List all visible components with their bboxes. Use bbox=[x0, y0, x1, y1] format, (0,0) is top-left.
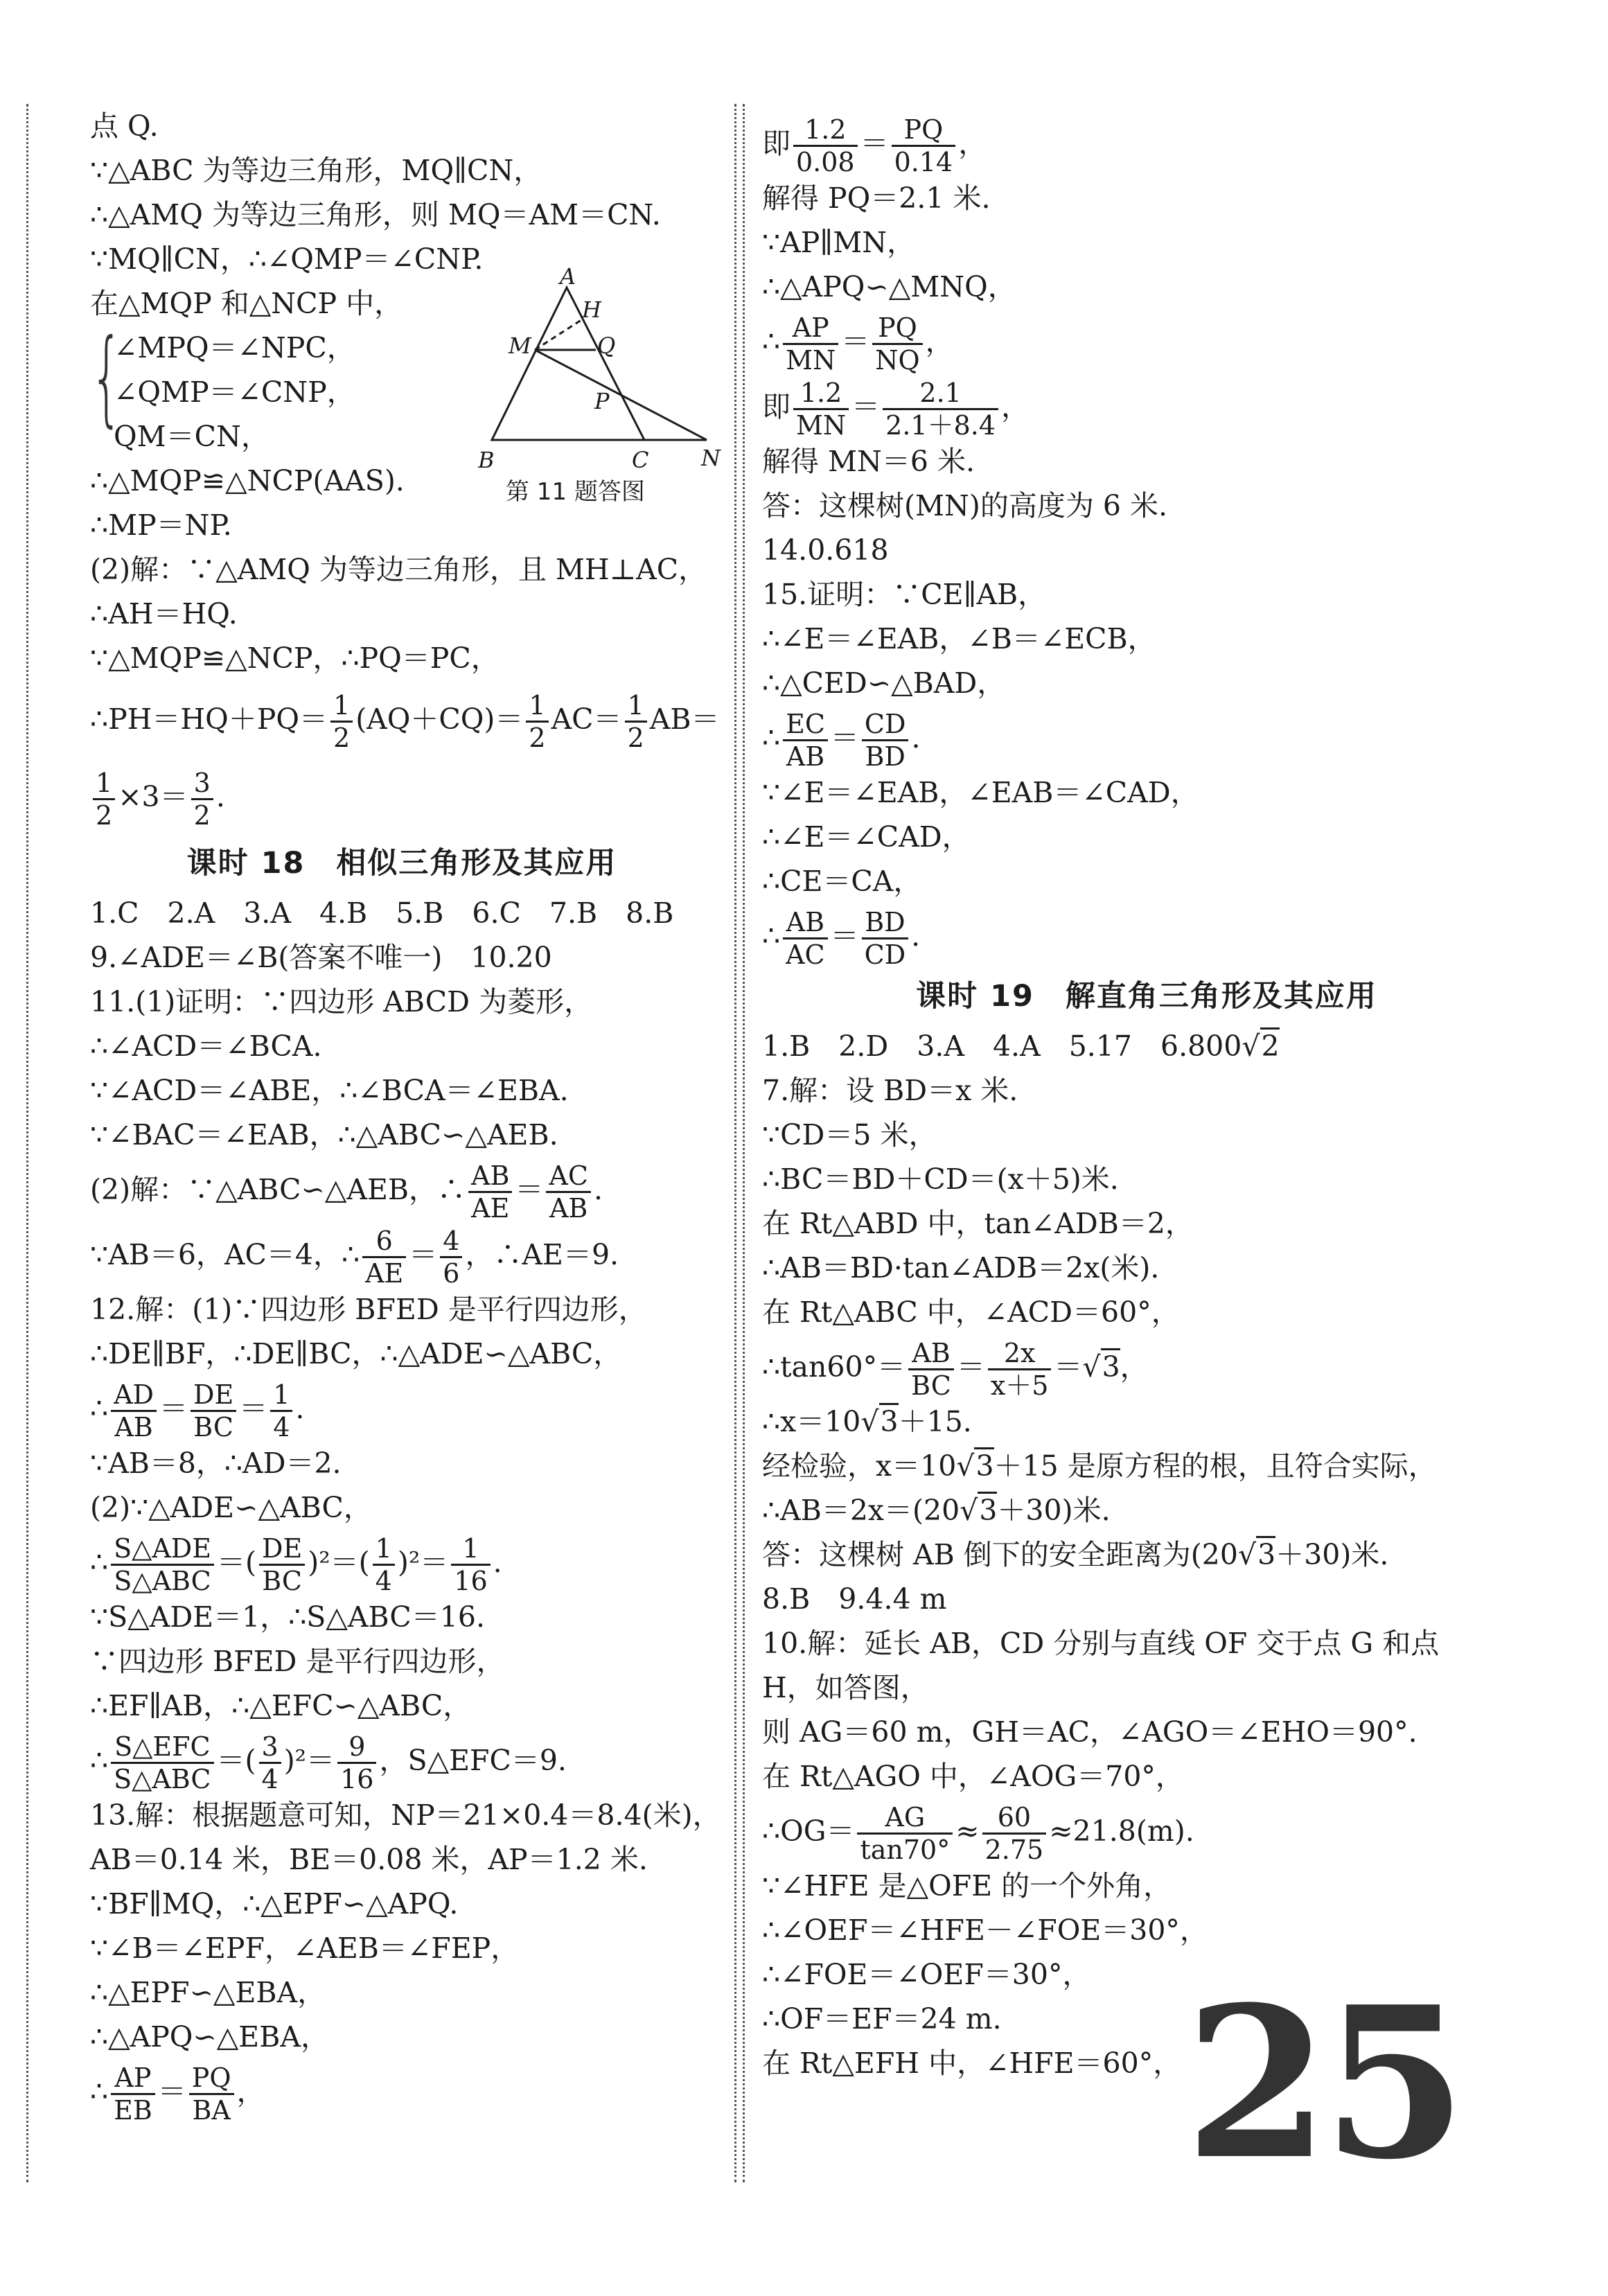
text-line: ∵AP∥MN， bbox=[762, 226, 916, 259]
fraction bbox=[451, 1533, 490, 1596]
text: ＋30)米. bbox=[997, 1494, 1111, 1527]
text-line: ∵∠B＝∠EPF，∠AEB＝∠FEP， bbox=[90, 1932, 520, 1965]
figure-caption: 第 11 题答图 bbox=[506, 478, 645, 506]
fraction bbox=[362, 1226, 406, 1289]
text-line: ∵∠ACD＝∠ABE，∴∠BCA＝∠EBA. bbox=[90, 1074, 569, 1107]
numerator: S△ADE bbox=[111, 1533, 214, 1566]
denominator: 2.1＋8.4 bbox=[885, 410, 996, 441]
text-line: (2)∵△ADE∽△ABC， bbox=[90, 1491, 372, 1524]
text-line: ∵∠BAC＝∠EAB，∴△ABC∽△AEB. bbox=[90, 1118, 558, 1151]
denominator: NQ bbox=[875, 345, 920, 376]
fraction bbox=[892, 114, 956, 177]
text-line: 在 Rt△AGO 中，∠AOG＝70°， bbox=[762, 1760, 1184, 1793]
numerator: 4 bbox=[440, 1226, 462, 1258]
numerator: 2.1 bbox=[883, 378, 998, 410]
radicand: 3 bbox=[1101, 1348, 1120, 1384]
fraction bbox=[783, 907, 828, 970]
math-line: ∴x＝10√3＋15. bbox=[762, 1399, 1531, 1444]
text: ∴x＝10 bbox=[762, 1405, 861, 1438]
math-line: ∴ $\frac{\text{S△EFC}}{\text{S△ABC}}$ ＝( $\frac{3}{4}$ )²＝ $\frac{9}{16}$ ，S△EFC＝9. bbox=[90, 1731, 567, 1794]
numerator: 1 bbox=[625, 690, 647, 723]
math-line: 即 $\frac{1.2}{MN}$ ＝ $\frac{2.1}{2.1+8.4}$ ， bbox=[762, 378, 1030, 441]
fraction bbox=[988, 1338, 1052, 1401]
section-heading: 课时 19 解直角三角形及其应用 bbox=[916, 979, 1377, 1014]
text-line: 在 Rt△ABD 中，tan∠ADB＝2， bbox=[762, 1207, 1194, 1240]
fraction bbox=[526, 690, 548, 753]
numerator: 1 bbox=[451, 1533, 490, 1566]
text-line: ∵四边形 BFED 是平行四边形， bbox=[90, 1645, 505, 1678]
text-line: ∴OF＝EF＝24 m. bbox=[762, 2002, 1002, 2036]
denominator: 4 bbox=[273, 1412, 290, 1442]
denominator: CD bbox=[864, 939, 906, 970]
text: ，∴AE＝9. bbox=[465, 1238, 619, 1271]
line-mn bbox=[535, 350, 707, 440]
numerator: AC bbox=[546, 1160, 591, 1193]
numerator: AB bbox=[468, 1160, 512, 1193]
radicand: 3 bbox=[879, 1403, 899, 1438]
fraction bbox=[189, 2063, 234, 2126]
fraction bbox=[793, 114, 858, 177]
text-line: (2)解：∵△AMQ 为等边三角形，且 MH⊥AC， bbox=[90, 553, 707, 586]
text-line: ∴∠OEF＝∠HFE－∠FOE＝30°， bbox=[762, 1914, 1208, 1947]
text-line: ∴∠FOE＝∠OEF＝30°， bbox=[762, 1958, 1091, 1991]
fraction bbox=[111, 2063, 155, 2126]
math-line bbox=[90, 680, 720, 758]
numerator: 3 bbox=[191, 768, 213, 800]
denominator: AB bbox=[549, 1193, 588, 1224]
denominator: BD bbox=[865, 741, 905, 772]
text-line: ∴MP＝NP. bbox=[90, 509, 232, 542]
text: 即 bbox=[762, 127, 790, 160]
fraction bbox=[625, 690, 647, 753]
denominator: 4 bbox=[375, 1566, 392, 1596]
text-line: ∵△ABC 为等边三角形，MQ∥CN， bbox=[90, 154, 542, 187]
numerator: PQ bbox=[872, 312, 922, 345]
numerator: 1 bbox=[270, 1379, 292, 1412]
denominator: tan70° bbox=[860, 1835, 951, 1865]
numerator: AG bbox=[857, 1802, 953, 1835]
text-line: ∵MQ∥CN，∴∠QMP＝∠CNP. bbox=[90, 242, 484, 276]
text-line: ∴EF∥AB，∴△EFC∽△ABC， bbox=[90, 1689, 472, 1722]
denominator: MN bbox=[786, 345, 836, 376]
numerator: AD bbox=[111, 1379, 157, 1412]
triangle-diagram bbox=[478, 263, 727, 499]
text-line: 10.解：延长 AB，CD 分别与直线 OF 交于点 G 和点 bbox=[762, 1627, 1440, 1660]
math-line: 即 $\frac{1.2}{0.08}$ ＝ $\frac{PQ}{0.14}$ ， bbox=[762, 114, 987, 177]
text-line: ∵AB＝8，∴AD＝2. bbox=[90, 1447, 342, 1480]
text: ∴AB＝2x＝(20 bbox=[762, 1494, 960, 1527]
fraction bbox=[862, 709, 909, 772]
text: ，S△EFC＝9. bbox=[379, 1744, 567, 1777]
denominator: S△ABC bbox=[114, 1764, 211, 1794]
text-line: ∵∠HFE 是△OFE 的一个外角， bbox=[762, 1869, 1172, 1902]
numerator: DE bbox=[259, 1533, 305, 1566]
label-q: Q bbox=[597, 333, 616, 359]
fraction bbox=[111, 1533, 214, 1596]
text: 答：这棵树 AB 倒下的安全距离为(20 bbox=[762, 1538, 1238, 1571]
text-line: 15.证明：∵CE∥AB， bbox=[762, 578, 1047, 611]
math-line: ∴ $\frac{AP}{MN}$ ＝ $\frac{PQ}{NQ}$ ， bbox=[762, 312, 954, 376]
numerator: AP bbox=[111, 2063, 155, 2095]
denominator: 2 bbox=[96, 800, 113, 831]
fraction bbox=[468, 1160, 512, 1224]
denominator: S△ABC bbox=[114, 1566, 211, 1596]
text-line: ∴△MQP≌△NCP(AAS). bbox=[90, 464, 405, 497]
numerator: 3 bbox=[259, 1731, 281, 1764]
denominator: 2 bbox=[333, 723, 351, 753]
denominator: 2 bbox=[193, 800, 211, 831]
math-line: ∴ $\frac{AB}{AC}$ ＝ $\frac{BD}{CD}$ . bbox=[762, 907, 921, 970]
math-line: ∴ $\frac{\text{S△ADE}}{\text{S△ABC}}$ ＝( $\frac{DE}{BC}$ )²＝( $\frac{1}{4}$ )²＝ $\frac{1}{16}$ . bbox=[90, 1533, 502, 1596]
text: ＋15. bbox=[898, 1405, 972, 1438]
right-column bbox=[762, 111, 1531, 2085]
text-line: 在 Rt△ABC 中，∠ACD＝60°， bbox=[762, 1296, 1180, 1329]
label-a: A bbox=[560, 263, 576, 290]
numerator: 2x bbox=[988, 1338, 1052, 1370]
text: (AQ＋CQ)＝ bbox=[355, 703, 524, 736]
numerator: 1 bbox=[526, 690, 548, 723]
math-line: ∴ $\frac{AD}{AB}$ ＝ $\frac{DE}{BC}$ ＝ $\frac{1}{4}$ . bbox=[90, 1379, 305, 1442]
text-line: ∴AH＝HQ. bbox=[90, 597, 238, 630]
denominator: BA bbox=[192, 2095, 231, 2126]
numerator: AP bbox=[783, 312, 838, 345]
denominator: 4 bbox=[261, 1764, 279, 1794]
text-line: 12.解：(1)∵四边形 BFED 是平行四边形， bbox=[90, 1293, 647, 1326]
section-heading: 课时 18 相似三角形及其应用 bbox=[186, 846, 617, 881]
numerator: 1.2 bbox=[793, 378, 849, 410]
numerator: PQ bbox=[189, 2063, 234, 2095]
numerator: PQ bbox=[892, 114, 956, 147]
label-b: B bbox=[478, 447, 495, 473]
text-line: H，如答图， bbox=[762, 1671, 929, 1704]
text-line: ∴CE＝CA， bbox=[762, 865, 922, 898]
denominator: BC bbox=[911, 1370, 951, 1401]
math-line bbox=[90, 758, 714, 836]
label-n: N bbox=[701, 445, 721, 471]
answer-line: 8.B 9.4.4 m bbox=[762, 1582, 947, 1616]
numerator: 1 bbox=[93, 768, 115, 800]
fraction bbox=[337, 1731, 376, 1794]
fraction bbox=[373, 1533, 395, 1596]
denominator: 2 bbox=[627, 723, 644, 753]
denominator: 6 bbox=[443, 1258, 460, 1289]
numerator: 60 bbox=[982, 1802, 1047, 1835]
text-line: AB＝0.14 米，BE＝0.08 米，AP＝1.2 米. bbox=[90, 1843, 648, 1876]
denominator: 2.75 bbox=[984, 1835, 1044, 1865]
fraction bbox=[793, 378, 849, 441]
text-line: ∴△APQ∽△MNQ， bbox=[762, 270, 1016, 303]
numerator: BD bbox=[862, 907, 909, 939]
line-mh bbox=[535, 319, 583, 350]
text: ∵AB＝6，AC＝4，∴ bbox=[90, 1238, 360, 1271]
text: ≈21.8(m). bbox=[1049, 1814, 1194, 1848]
denominator: 0.08 bbox=[796, 147, 855, 177]
denominator: AC bbox=[786, 939, 825, 970]
text-line: ∵S△ADE＝1，∴S△ABC＝16. bbox=[90, 1600, 485, 1634]
text-line: ∴AB＝BD·tan∠ADB＝2x(米). bbox=[762, 1251, 1160, 1284]
label-h: H bbox=[582, 297, 601, 323]
denominator: AE bbox=[471, 1193, 510, 1224]
text-line: 则 AG＝60 m，GH＝AC，∠AGO＝∠EHO＝90°. bbox=[762, 1715, 1417, 1749]
radicand: 3 bbox=[974, 1447, 993, 1483]
numerator: AB bbox=[783, 907, 828, 939]
numerator: 9 bbox=[337, 1731, 376, 1764]
fraction bbox=[546, 1160, 591, 1224]
text: (2)解：∵△ABC∽△AEB，∴ bbox=[90, 1173, 466, 1206]
label-p: P bbox=[594, 388, 610, 414]
denominator: x＋5 bbox=[990, 1370, 1049, 1401]
text-line: QM＝CN， bbox=[114, 420, 270, 453]
answer-line: 1.B 2.D 3.A 4.A 5.17 6.800√2 bbox=[762, 1024, 1531, 1068]
numerator: 1 bbox=[373, 1533, 395, 1566]
text: ∴tan60°＝ bbox=[762, 1350, 906, 1384]
numerator: 1 bbox=[330, 690, 353, 723]
text-line: ∵CD＝5 米， bbox=[762, 1118, 937, 1151]
fraction bbox=[883, 378, 998, 441]
fraction bbox=[191, 1379, 236, 1442]
column-divider-2 bbox=[743, 104, 745, 2182]
numerator: EC bbox=[783, 709, 828, 741]
fraction bbox=[872, 312, 922, 376]
triangle-abc bbox=[492, 288, 644, 440]
math-line: ∴ $\frac{AP}{EB}$ ＝ $\frac{PQ}{BA}$ ， bbox=[90, 2063, 265, 2126]
text-line: 在△MQP 和△NCP 中， bbox=[90, 287, 403, 320]
text-line: ∴∠ACD＝∠BCA. bbox=[90, 1030, 322, 1063]
numerator: CD bbox=[862, 709, 909, 741]
text-line: ∴∠E＝∠CAD， bbox=[762, 820, 971, 854]
text-line: 11.(1)证明：∵四边形 ABCD 为菱形， bbox=[90, 985, 593, 1018]
denominator: BC bbox=[262, 1566, 302, 1596]
label-m: M bbox=[509, 333, 531, 359]
math-line: ∴tan60°＝ $\frac{AB}{BC}$ ＝ $\frac{2x}{x+5}$ ＝√3， bbox=[762, 1338, 1149, 1401]
text-line: ∠MPQ＝∠NPC， bbox=[114, 331, 355, 364]
denominator: 16 bbox=[340, 1764, 374, 1794]
fraction bbox=[982, 1802, 1047, 1865]
text: AB＝ bbox=[649, 703, 720, 736]
text-line: ∠QMP＝∠CNP， bbox=[114, 376, 355, 409]
fraction bbox=[111, 1379, 157, 1442]
math-line: (2)解：∵△ABC∽△AEB，∴ $\frac{AB}{AE}$ ＝ $\frac{AC}{AB}$ . bbox=[90, 1160, 603, 1224]
text: ∴OG＝ bbox=[762, 1814, 855, 1848]
answer-line: 9.∠ADE＝∠B(答案不唯一) 10.20 bbox=[90, 941, 552, 974]
text-line: ∴BC＝BD＋CD＝(x＋5)米. bbox=[762, 1163, 1119, 1196]
numerator: 1.2 bbox=[793, 114, 858, 147]
denominator: AE bbox=[365, 1258, 404, 1289]
math-line: 答：这棵树 AB 倒下的安全距离为(20√3＋30)米. bbox=[762, 1533, 1531, 1577]
radicand: 3 bbox=[1256, 1536, 1275, 1571]
answer-line: 1.C 2.A 3.A 4.B 5.B 6.C 7.B 8.B bbox=[90, 897, 674, 930]
math-line: ∴ $\frac{EC}{AB}$ ＝ $\frac{CD}{BD}$ . bbox=[762, 709, 921, 772]
text-line: ∴△CED∽△BAD， bbox=[762, 666, 1006, 700]
fraction bbox=[783, 312, 838, 376]
left-margin-rule bbox=[26, 104, 28, 2182]
text: ＋30)米. bbox=[1275, 1538, 1389, 1571]
fraction bbox=[862, 907, 909, 970]
fraction bbox=[783, 709, 828, 772]
text: ＋15 是原方程的根，且符合实际， bbox=[993, 1449, 1437, 1483]
fraction bbox=[330, 690, 353, 753]
text-line: ∴△AMQ 为等边三角形，则 MQ＝AM＝CN. bbox=[90, 198, 661, 231]
denominator: MN bbox=[796, 410, 847, 441]
fraction bbox=[191, 768, 213, 831]
fraction bbox=[908, 1338, 954, 1401]
page-number: 25 bbox=[1185, 1961, 1460, 2205]
radicand: 3 bbox=[978, 1492, 997, 1527]
denominator: AB bbox=[114, 1412, 153, 1442]
text-line: ∵∠E＝∠EAB，∠EAB＝∠CAD， bbox=[762, 776, 1199, 809]
text-line: 解得 PQ＝2.1 米. bbox=[762, 182, 991, 215]
math-line: ∵AB＝6，AC＝4，∴ $\frac{6}{AE}$ ＝ $\frac{4}{6}$ ，∴AE＝9. bbox=[90, 1226, 619, 1289]
text-line: ∴△APQ∽△EBA， bbox=[90, 2020, 329, 2054]
text-line: 7.解：设 BD＝x 米. bbox=[762, 1074, 1018, 1107]
math-line: ∴OG＝ $\frac{AG}{\tan 70^\circ}$ ≈ $\frac{60}{2.75}$ ≈21.8(m). bbox=[762, 1802, 1194, 1865]
text-line: 在 Rt△EFH 中，∠HFE＝60°， bbox=[762, 2047, 1182, 2080]
denominator: BC bbox=[193, 1412, 233, 1442]
denominator: 16 bbox=[454, 1566, 488, 1596]
fraction bbox=[259, 1731, 281, 1794]
text-line: 13.解：根据题意可知，NP＝21×0.4＝8.4(米)， bbox=[90, 1799, 721, 1832]
denominator: EB bbox=[114, 2095, 152, 2126]
text: ∴PH＝HQ＋PQ＝ bbox=[90, 703, 328, 736]
radicand: 2 bbox=[1260, 1027, 1280, 1063]
answer-line: 14.0.618 bbox=[762, 533, 889, 567]
numerator: S△EFC bbox=[111, 1731, 213, 1764]
fraction bbox=[111, 1731, 213, 1794]
text-line: ∴DE∥BF，∴DE∥BC，∴△ADE∽△ABC， bbox=[90, 1337, 622, 1370]
fraction bbox=[440, 1226, 462, 1289]
text: . bbox=[215, 780, 225, 813]
text-line: ∴∠E＝∠EAB，∠B＝∠ECB， bbox=[762, 622, 1156, 655]
fraction bbox=[93, 768, 115, 831]
denominator: 0.14 bbox=[894, 147, 953, 177]
fraction bbox=[259, 1533, 305, 1596]
text-line: ∴△EPF∽△EBA， bbox=[90, 1976, 326, 2009]
text: 即 bbox=[762, 390, 790, 423]
label-c: C bbox=[632, 447, 649, 473]
numerator: AB bbox=[908, 1338, 954, 1370]
text-line: 解得 MN＝6 米. bbox=[762, 445, 975, 478]
text-line: 答：这棵树(MN)的高度为 6 米. bbox=[762, 489, 1168, 522]
math-line: 经检验，x＝10√3＋15 是原方程的根，且符合实际， bbox=[762, 1444, 1531, 1488]
brace-symbol: { bbox=[90, 317, 123, 438]
fraction bbox=[270, 1379, 292, 1442]
fraction bbox=[857, 1802, 953, 1865]
text-line: ∵△MQP≌△NCP，∴PQ＝PC， bbox=[90, 642, 500, 675]
numerator: DE bbox=[191, 1379, 236, 1412]
text-line: ∵BF∥MQ，∴△EPF∽△APQ. bbox=[90, 1887, 459, 1920]
text: AC＝ bbox=[551, 703, 622, 736]
denominator: 2 bbox=[529, 723, 546, 753]
numerator: 6 bbox=[362, 1226, 406, 1258]
math-line: ∴AB＝2x＝(20√3＋30)米. bbox=[762, 1488, 1531, 1533]
text: 1.B 2.D 3.A 4.A 5.17 6.800 bbox=[762, 1030, 1242, 1063]
triangle-figure bbox=[478, 263, 727, 506]
column-divider bbox=[734, 104, 736, 2182]
text: 经检验，x＝10 bbox=[762, 1449, 957, 1483]
text: ×3＝ bbox=[118, 780, 188, 813]
denominator: AB bbox=[786, 741, 825, 772]
text-line: 点 Q. bbox=[90, 109, 159, 143]
